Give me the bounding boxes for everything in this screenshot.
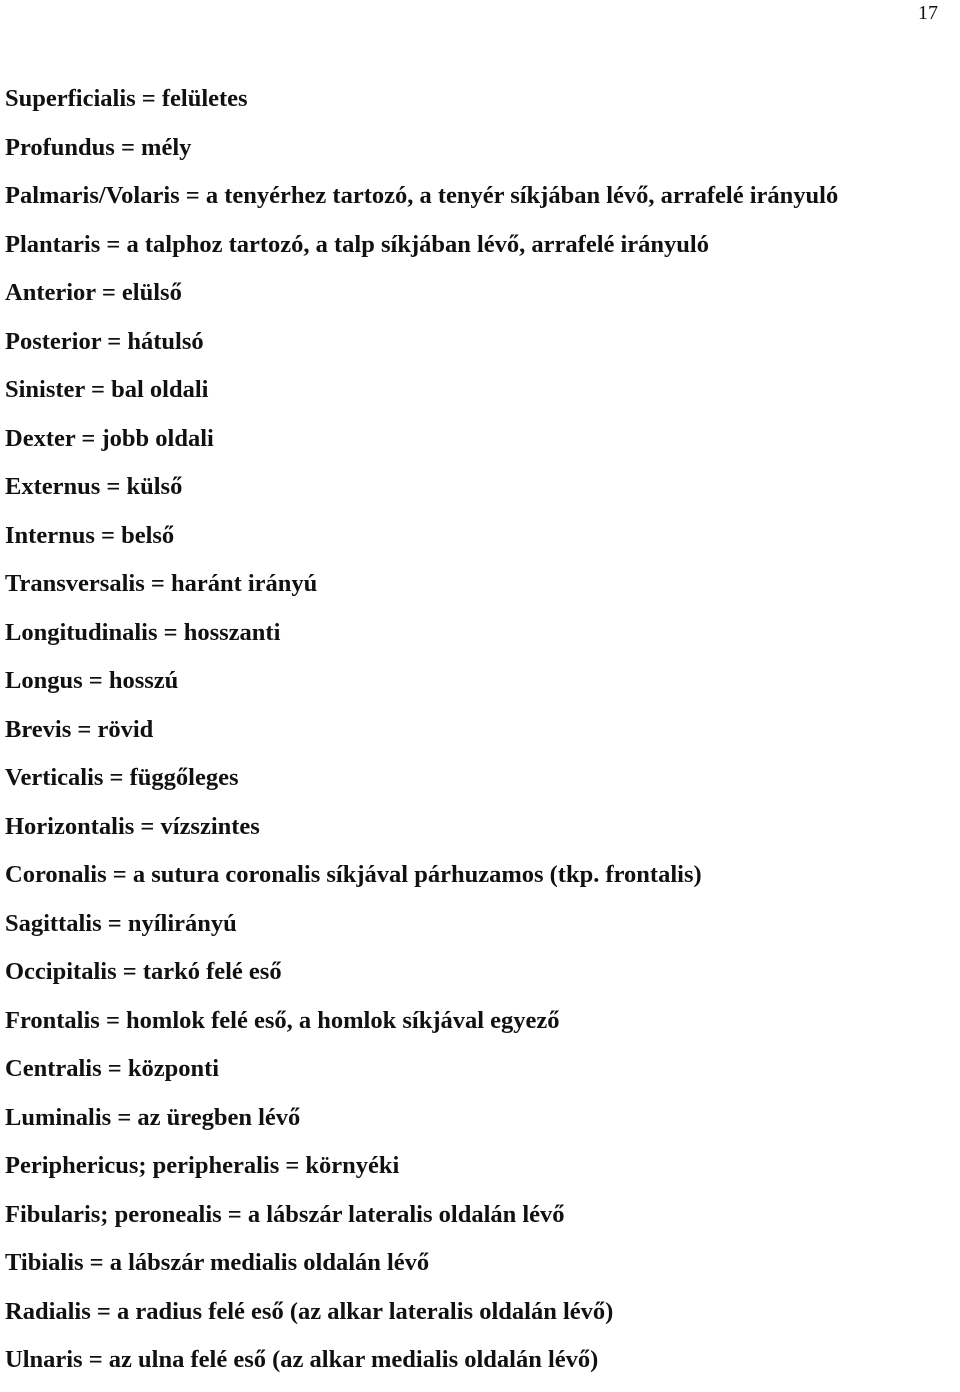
term-longitudinalis: Longitudinalis = hosszanti xyxy=(5,618,281,646)
term-occipitalis: Occipitalis = tarkó felé eső xyxy=(5,958,282,985)
term-periphericus: Periphericus; peripheralis = környéki xyxy=(5,1152,400,1179)
term-transversalis: Transversalis = haránt irányú xyxy=(5,570,318,597)
term-tibialis: Tibialis = a lábszár medialis oldalán lévő xyxy=(5,1249,430,1276)
term-list xyxy=(5,82,838,1392)
term-plantaris: Plantaris = a talphoz tartozó, a talp síkjában lévő, arrafelé irányuló xyxy=(5,230,709,258)
term-verticalis: Verticalis = függőleges xyxy=(5,764,239,791)
page-number: 17 xyxy=(918,2,938,24)
term-ulnaris: Ulnaris = az ulna felé eső (az alkar medialis oldalán lévő) xyxy=(5,1346,599,1373)
term-fibularis: Fibularis; peronealis = a lábszár lateralis oldalán lévő xyxy=(5,1200,565,1228)
term-externus: Externus = külső xyxy=(5,473,183,500)
term-luminalis: Luminalis = az üregben lévő xyxy=(5,1103,301,1131)
term-radialis: Radialis = a radius felé eső (az alkar lateralis oldalán lévő) xyxy=(5,1297,614,1325)
term-posterior: Posterior = hátulsó xyxy=(5,327,204,355)
term-dexter: Dexter = jobb oldali xyxy=(5,424,214,452)
term-internus: Internus = belső xyxy=(5,521,175,549)
term-horizontalis: Horizontalis = vízszintes xyxy=(5,812,260,840)
term-profundus: Profundus = mély xyxy=(5,133,192,161)
term-brevis: Brevis = rövid xyxy=(5,715,154,743)
term-superficialis: Superficialis = felületes xyxy=(5,85,248,112)
term-coronalis: Coronalis = a sutura coronalis síkjával párhuzamos (tkp. frontalis) xyxy=(5,861,702,888)
term-palmaris-volaris: Palmaris/Volaris = a tenyérhez tartozó, a tenyér síkjában lévő, arrafelé irányuló xyxy=(5,182,839,209)
term-sagittalis: Sagittalis = nyílirányú xyxy=(5,909,237,937)
term-sinister: Sinister = bal oldali xyxy=(5,376,209,403)
term-anterior: Anterior = elülső xyxy=(5,279,182,306)
term-longus: Longus = hosszú xyxy=(5,667,179,694)
term-frontalis: Frontalis = homlok felé eső, a homlok síkjával egyező xyxy=(5,1006,560,1034)
term-centralis: Centralis = központi xyxy=(5,1055,220,1082)
